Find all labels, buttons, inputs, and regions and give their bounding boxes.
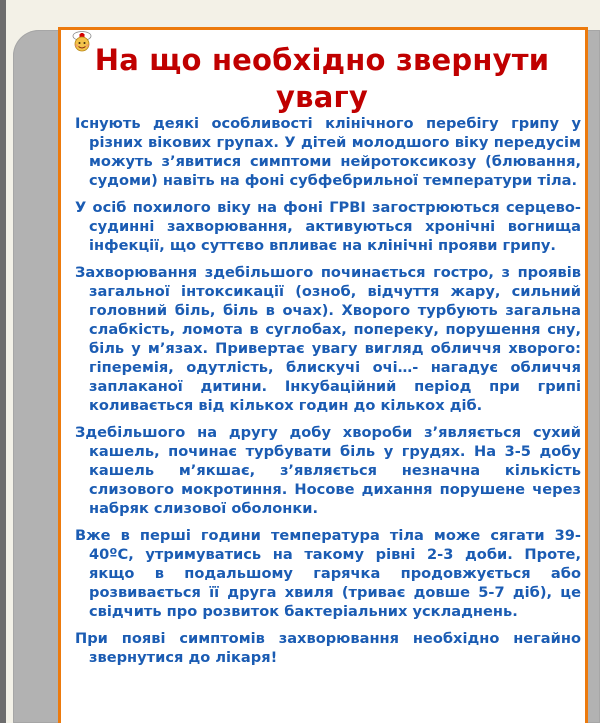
paragraph-age-groups: Існують деякі особливості клінічного перебігу грипу у різних вікових групах. У дітей молодшого віку передусім можуть з’явитися симптоми нейротоксикозу (блювання, судоми) навіть на фоні субфебрильної температури тіла.	[75, 115, 581, 189]
paragraph-call-doctor: При появі симптомів захворювання необхідно негайно звернутися до лікаря!	[75, 630, 581, 666]
paragraph-elderly: У осіб похилого віку на фоні ГРВІ загострюються серцево-судинні захворювання, активуються хронічні вогнища інфекції, що суттєво впливає на клінічні прояви грипу.	[75, 199, 581, 254]
window-edge	[0, 0, 6, 723]
paragraph-onset: Захворювання здебільшого починається гостро, з проявів загальної інтоксикації (озноб, відчуття жару, сильний головний біль, біль в очах). Хворого турбують загальна слабкість, ломота в суглобах, попереку, порушення сну, біль у м’язах. Привертає увагу вигляд обличчя хворого: гіперемія, одутлість, блискучі очі…- нагадує обличчя заплаканої дитини. Інкубаційний період при грипі коливається від кількох годин до кількох діб.	[75, 264, 581, 414]
paragraph-temperature: Вже в перші години температура тіла може сягати 39-40ºC, утримуватись на такому рівні 2-3 доби. Проте, якщо в подальшому гарячка продовжується або розвивається її друга хвиля (триває довше 5-7 діб), це свідчить про розвиток бактеріальних ускладнень.	[75, 527, 581, 620]
slide	[58, 27, 588, 723]
paragraph-cough: Здебільшого на другу добу хвороби з’являється сухий кашель, починає турбувати біль у грудях. На 3-5 добу кашель м’якшає, з’являється незначна кількість слизового мокротиння. Носове дихання порушене через набряк слизової оболонки.	[75, 424, 581, 517]
nurse-icon	[70, 30, 94, 52]
slide-body	[75, 114, 581, 675]
page-title: На що необхідно звернути увагу	[94, 43, 550, 114]
